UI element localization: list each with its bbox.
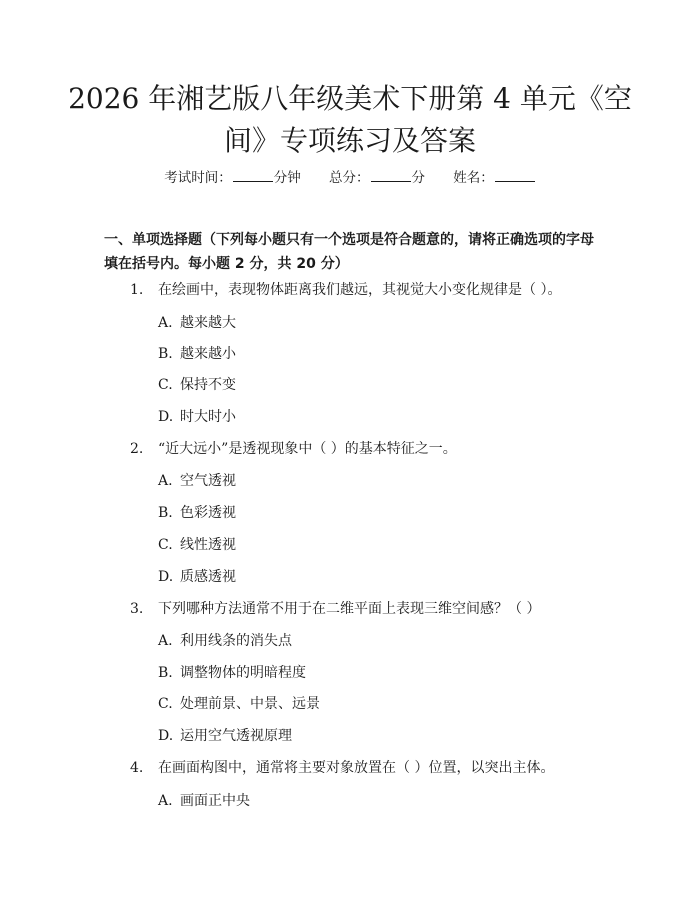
option-text: 处理前景、中景、远景 xyxy=(180,696,320,712)
option-3d xyxy=(158,725,618,747)
question-4 xyxy=(130,757,630,779)
exam-info xyxy=(0,168,700,188)
total-score-blank xyxy=(371,168,411,182)
option-letter: A. xyxy=(158,473,173,489)
name-label: 姓名： xyxy=(453,170,494,186)
option-1c xyxy=(158,374,618,396)
question-text: 下列哪种方法通常不用于在二维平面上表现三维空间感？（ ） xyxy=(158,601,541,617)
option-text: 色彩透视 xyxy=(180,505,236,521)
question-3 xyxy=(130,598,630,620)
question-2 xyxy=(130,438,630,460)
total-score-field xyxy=(329,168,425,188)
option-letter: D. xyxy=(158,728,174,744)
option-letter: B. xyxy=(158,665,173,681)
name-blank xyxy=(495,168,535,182)
option-letter: A. xyxy=(158,633,173,649)
question-1 xyxy=(130,279,630,301)
option-1d xyxy=(158,406,618,428)
page-title xyxy=(60,78,640,162)
option-3b xyxy=(158,662,618,684)
option-2b xyxy=(158,502,618,524)
option-letter: B. xyxy=(158,346,173,362)
exam-time-blank xyxy=(233,168,273,182)
total-score-unit: 分 xyxy=(411,170,425,186)
option-2a xyxy=(158,470,618,492)
option-text: 画面正中央 xyxy=(180,793,250,809)
option-text: 越来越大 xyxy=(180,315,236,331)
exam-time-label: 考试时间： xyxy=(164,170,232,186)
option-text: 质感透视 xyxy=(180,569,236,585)
option-1b xyxy=(158,343,618,365)
option-letter: D. xyxy=(158,569,174,585)
option-1a xyxy=(158,312,618,334)
option-4a xyxy=(158,790,618,812)
exam-time-field xyxy=(164,168,301,188)
option-letter: A. xyxy=(158,793,173,809)
section-heading: 一、单项选择题（下列每小题只有一个选项是符合题意的，请将正确选项的字母填在括号内。每小题 2 分，共 20 分） xyxy=(104,232,594,272)
question-text: 在画面构图中，通常将主要对象放置在（ ）位置，以突出主体。 xyxy=(158,760,555,776)
option-2d xyxy=(158,566,618,588)
option-text: 空气透视 xyxy=(180,473,236,489)
question-number: 2. xyxy=(130,441,144,457)
option-text: 保持不变 xyxy=(180,377,236,393)
exam-time-unit: 分钟 xyxy=(273,170,301,186)
option-letter: B. xyxy=(158,505,173,521)
option-text: 运用空气透视原理 xyxy=(180,728,292,744)
question-number: 4. xyxy=(130,760,144,776)
option-letter: D. xyxy=(158,409,174,425)
option-3a xyxy=(158,630,618,652)
question-text: “近大远小”是透视现象中（ ）的基本特征之一。 xyxy=(158,441,457,457)
title-line-1: 2026 年湘艺版八年级美术下册第 4 单元《空 xyxy=(68,82,632,115)
option-text: 调整物体的明暗程度 xyxy=(180,665,306,681)
option-text: 线性透视 xyxy=(180,537,236,553)
question-number: 3. xyxy=(130,601,144,617)
option-letter: C. xyxy=(158,377,173,393)
total-score-label: 总分： xyxy=(329,170,370,186)
option-letter: A. xyxy=(158,315,173,331)
option-letter: C. xyxy=(158,537,173,553)
option-text: 利用线条的消失点 xyxy=(180,633,292,649)
option-letter: C. xyxy=(158,696,173,712)
option-text: 越来越小 xyxy=(180,346,236,362)
option-2c xyxy=(158,534,618,556)
question-text: 在绘画中，表现物体距离我们越远，其视觉大小变化规律是（ ）。 xyxy=(158,282,562,298)
option-3c xyxy=(158,693,618,715)
question-number: 1. xyxy=(130,282,144,298)
title-line-2: 间》专项练习及答案 xyxy=(223,124,476,157)
option-text: 时大时小 xyxy=(180,409,236,425)
name-field xyxy=(453,168,536,188)
